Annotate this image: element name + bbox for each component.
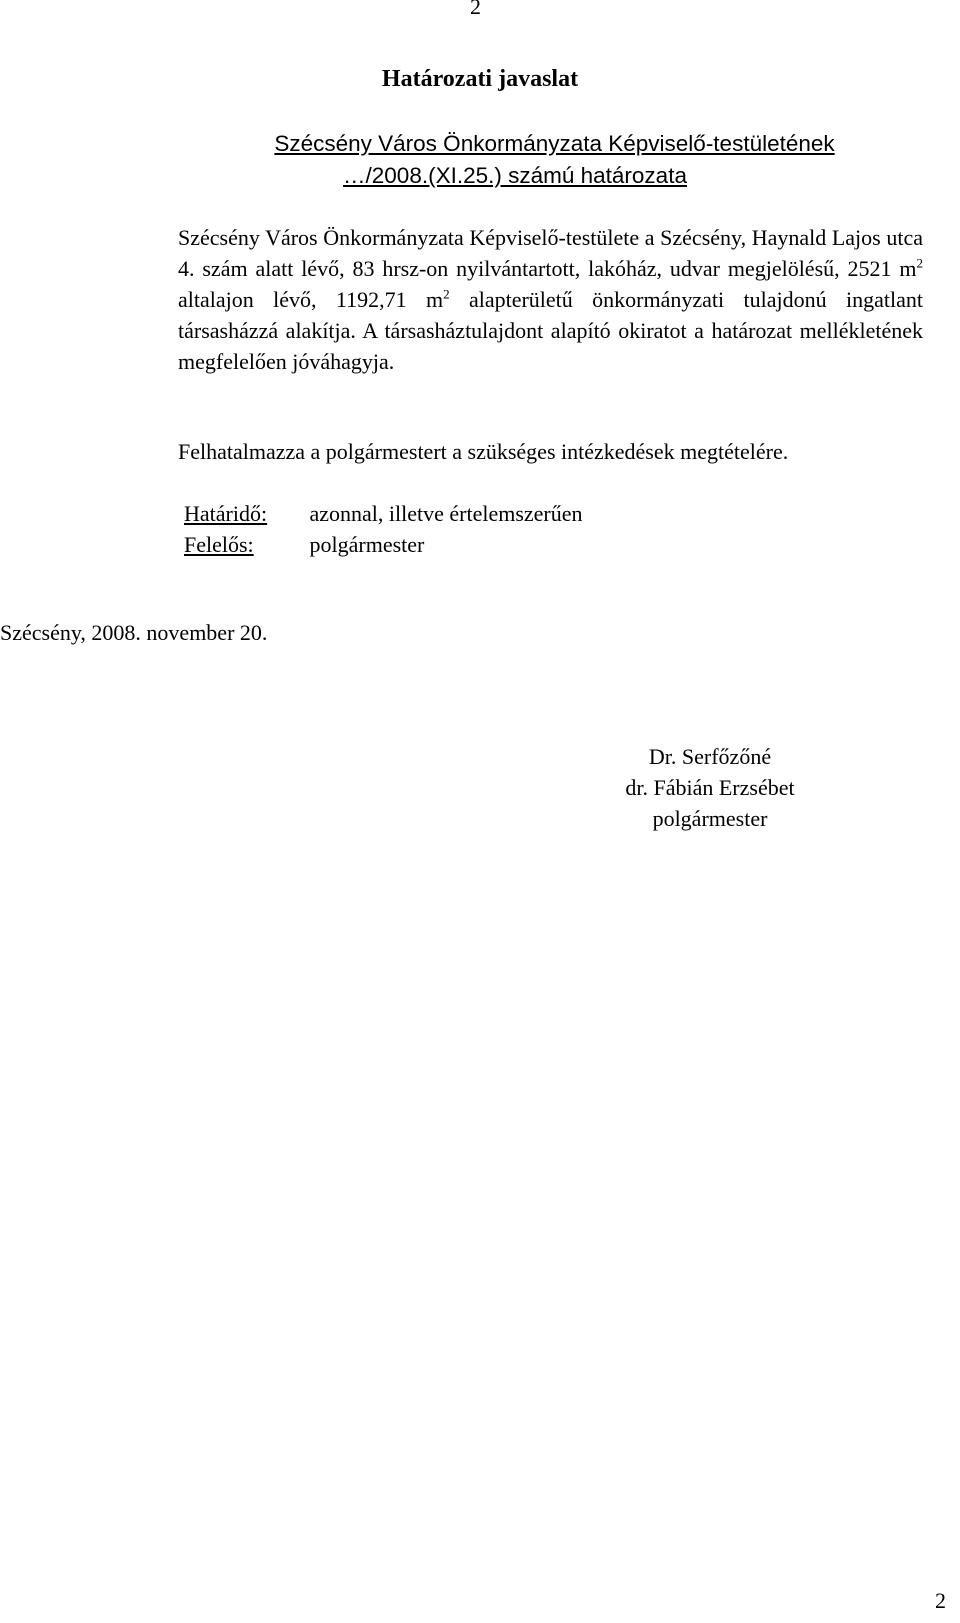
paragraph-text-2: altalajon lévő, 1192,71 m [178, 287, 444, 312]
superscript-2: 2 [443, 286, 450, 302]
signature-name-line2: dr. Fábián Erzsébet [625, 775, 795, 800]
paragraph-text-3: alapterületű önkormányzati tulajdonú ingatlant társasházzá alakítja. A társasháztulajdont alapító okiratot a határozat mellékletének megfelelően jóváhagyja. [178, 287, 923, 374]
deadline-row [184, 498, 583, 529]
superscript-2: 2 [916, 255, 923, 271]
responsible-label: Felelős: [184, 532, 254, 557]
responsible-row [184, 529, 424, 560]
resolution-paragraph [178, 222, 923, 377]
place-and-date: Szécsény, 2008. november 20. [0, 620, 268, 645]
signature-title: polgármester [652, 806, 768, 831]
document-title: Határozati javaslat [381, 66, 579, 92]
page-number-bottom: 2 [935, 1588, 946, 1613]
paragraph-text-1: Szécsény Város Önkormányzata Képviselő-testülete a Szécsény, Haynald Lajos utca 4. szám alatt lévő, 83 hrsz-on nyilvántartott, lakóház, udvar megjelölésű, 2521 m [178, 225, 923, 281]
page-number-top: 2 [470, 0, 481, 19]
authorization-paragraph: Felhatalmazza a polgármestert a szükséges intézkedések megtételére. [178, 439, 789, 464]
signature-name-line1: Dr. Serfőzőné [648, 744, 772, 769]
resolution-heading-line1: Szécsény Város Önkormányzata Képviselő-testületének [274, 131, 835, 156]
deadline-label: Határidő: [184, 501, 268, 526]
responsible-value: polgármester [309, 532, 425, 557]
resolution-heading-line2: …/2008.(XI.25.) számú határozata [343, 163, 687, 188]
deadline-value: azonnal, illetve értelemszerűen [309, 501, 583, 526]
